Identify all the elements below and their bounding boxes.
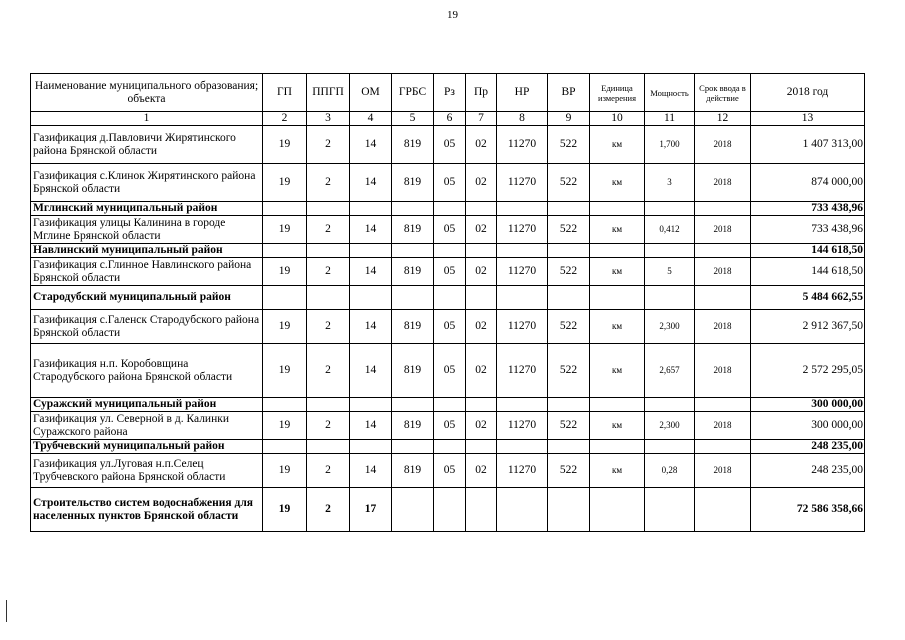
cell-vr: 522 [548, 126, 590, 164]
cell-unit: км [590, 126, 645, 164]
cell-gp: 19 [263, 310, 307, 344]
cell-name: Суражский муниципальный район [31, 398, 263, 412]
cell-gp [263, 244, 307, 258]
cell-sum: 1 407 313,00 [751, 126, 865, 164]
cell-year: 2018 [695, 164, 751, 202]
table-row [31, 310, 865, 344]
cell-cap [645, 398, 695, 412]
district-row [31, 398, 865, 412]
cell-year [695, 202, 751, 216]
header-pr: Пр [466, 74, 497, 112]
col-number: 3 [307, 112, 350, 126]
cell-name: Стародубский муниципальный район [31, 286, 263, 310]
cell-nr: 11270 [497, 126, 548, 164]
cell-nr [497, 440, 548, 454]
district-row [31, 202, 865, 216]
cell-year [695, 398, 751, 412]
column-number-row [31, 112, 865, 126]
table-row [31, 412, 865, 440]
cell-rz [434, 440, 466, 454]
cell-vr: 522 [548, 412, 590, 440]
cell-year: 2018 [695, 454, 751, 488]
cell-cap: 0,28 [645, 454, 695, 488]
cell-ppgp [307, 202, 350, 216]
header-gp: ГП [263, 74, 307, 112]
cell-name: Газификация с.Галенск Стародубского района Брянской области [31, 310, 263, 344]
cell-rz: 05 [434, 164, 466, 202]
cell-om: 14 [350, 126, 392, 164]
cell-grbs [392, 440, 434, 454]
cell-unit: км [590, 454, 645, 488]
table-row [31, 258, 865, 286]
cell-year [695, 440, 751, 454]
cell-vr: 522 [548, 310, 590, 344]
cell-om: 17 [350, 488, 392, 532]
cell-rz: 05 [434, 258, 466, 286]
cell-rz: 05 [434, 454, 466, 488]
cell-rz: 05 [434, 216, 466, 244]
header-year: 2018 год [751, 74, 865, 112]
cell-rz [434, 286, 466, 310]
cell-sum: 300 000,00 [751, 412, 865, 440]
cell-gp: 19 [263, 488, 307, 532]
cell-pr: 02 [466, 126, 497, 164]
cell-vr [548, 244, 590, 258]
cell-name: Газификация н.п. Коробовщина Стародубского района Брянской области [31, 344, 263, 398]
cell-gp [263, 286, 307, 310]
cell-sum: 733 438,96 [751, 216, 865, 244]
cell-unit: км [590, 216, 645, 244]
cell-cap [645, 202, 695, 216]
cell-pr: 02 [466, 164, 497, 202]
cell-om [350, 440, 392, 454]
col-number: 9 [548, 112, 590, 126]
cell-rz: 05 [434, 310, 466, 344]
cell-pr: 02 [466, 412, 497, 440]
cell-gp: 19 [263, 344, 307, 398]
cell-unit [590, 286, 645, 310]
col-number: 11 [645, 112, 695, 126]
cell-unit [590, 440, 645, 454]
cell-name: Газификация с.Клинок Жирятинского района Брянской области [31, 164, 263, 202]
cell-year: 2018 [695, 126, 751, 164]
cell-pr: 02 [466, 216, 497, 244]
cell-cap: 5 [645, 258, 695, 286]
cell-sum: 874 000,00 [751, 164, 865, 202]
cell-om [350, 244, 392, 258]
cell-rz: 05 [434, 412, 466, 440]
cell-nr: 11270 [497, 412, 548, 440]
cell-nr: 11270 [497, 258, 548, 286]
cell-name: Трубчевский муниципальный район [31, 440, 263, 454]
cell-cap: 1,700 [645, 126, 695, 164]
cell-unit: км [590, 164, 645, 202]
cell-year [695, 488, 751, 532]
cell-ppgp: 2 [307, 216, 350, 244]
cell-unit [590, 488, 645, 532]
header-grbs: ГРБС [392, 74, 434, 112]
cell-vr [548, 488, 590, 532]
cell-nr: 11270 [497, 164, 548, 202]
cell-grbs: 819 [392, 412, 434, 440]
cell-cap: 3 [645, 164, 695, 202]
cell-om [350, 286, 392, 310]
cell-vr: 522 [548, 258, 590, 286]
cell-om: 14 [350, 344, 392, 398]
col-number: 12 [695, 112, 751, 126]
cell-ppgp: 2 [307, 454, 350, 488]
cell-vr: 522 [548, 454, 590, 488]
margin-mark [6, 600, 7, 622]
cell-rz: 05 [434, 126, 466, 164]
header-vr: ВР [548, 74, 590, 112]
header-capacity: Мощность [645, 74, 695, 112]
table-row [31, 454, 865, 488]
cell-om: 14 [350, 216, 392, 244]
cell-cap [645, 488, 695, 532]
cell-cap [645, 244, 695, 258]
col-number: 13 [751, 112, 865, 126]
cell-grbs: 819 [392, 164, 434, 202]
cell-vr: 522 [548, 164, 590, 202]
cell-ppgp: 2 [307, 310, 350, 344]
col-number: 10 [590, 112, 645, 126]
cell-unit: км [590, 258, 645, 286]
cell-unit: км [590, 412, 645, 440]
cell-name: Газификация ул. Северной в д. Калинки Суражского района [31, 412, 263, 440]
cell-ppgp [307, 244, 350, 258]
cell-year: 2018 [695, 216, 751, 244]
table-row [31, 164, 865, 202]
cell-vr: 522 [548, 344, 590, 398]
cell-pr [466, 398, 497, 412]
cell-grbs: 819 [392, 258, 434, 286]
cell-gp: 19 [263, 216, 307, 244]
header-ppgp: ППГП [307, 74, 350, 112]
cell-grbs: 819 [392, 454, 434, 488]
cell-vr: 522 [548, 216, 590, 244]
cell-nr [497, 488, 548, 532]
cell-name: Мглинский муниципальный район [31, 202, 263, 216]
table-row [31, 216, 865, 244]
cell-pr: 02 [466, 258, 497, 286]
program-row [31, 488, 865, 532]
table-row [31, 126, 865, 164]
cell-gp [263, 202, 307, 216]
district-row [31, 244, 865, 258]
cell-sum: 2 912 367,50 [751, 310, 865, 344]
cell-name: Строительство систем водоснабжения для населенных пунктов Брянской области [31, 488, 263, 532]
cell-pr [466, 286, 497, 310]
cell-sum: 144 618,50 [751, 244, 865, 258]
header-om: ОМ [350, 74, 392, 112]
cell-cap: 0,412 [645, 216, 695, 244]
cell-pr [466, 440, 497, 454]
cell-gp: 19 [263, 454, 307, 488]
col-number: 7 [466, 112, 497, 126]
cell-unit [590, 244, 645, 258]
cell-grbs: 819 [392, 126, 434, 164]
cell-unit [590, 398, 645, 412]
cell-gp: 19 [263, 412, 307, 440]
cell-unit: км [590, 310, 645, 344]
cell-sum: 72 586 358,66 [751, 488, 865, 532]
cell-sum: 248 235,00 [751, 454, 865, 488]
cell-pr: 02 [466, 454, 497, 488]
district-row [31, 286, 865, 310]
cell-rz [434, 398, 466, 412]
cell-om: 14 [350, 310, 392, 344]
cell-ppgp: 2 [307, 164, 350, 202]
cell-om [350, 202, 392, 216]
cell-name: Навлинский муниципальный район [31, 244, 263, 258]
cell-year: 2018 [695, 344, 751, 398]
cell-om [350, 398, 392, 412]
cell-sum: 2 572 295,05 [751, 344, 865, 398]
cell-cap: 2,657 [645, 344, 695, 398]
cell-ppgp [307, 398, 350, 412]
cell-rz [434, 202, 466, 216]
cell-gp: 19 [263, 164, 307, 202]
cell-nr: 11270 [497, 310, 548, 344]
cell-pr [466, 202, 497, 216]
cell-year: 2018 [695, 412, 751, 440]
header-term: Срок ввода в действие [695, 74, 751, 112]
cell-unit [590, 202, 645, 216]
cell-om: 14 [350, 454, 392, 488]
cell-nr [497, 202, 548, 216]
cell-gp [263, 440, 307, 454]
cell-sum: 144 618,50 [751, 258, 865, 286]
cell-sum: 300 000,00 [751, 398, 865, 412]
cell-year: 2018 [695, 310, 751, 344]
district-row [31, 440, 865, 454]
header-rz: Рз [434, 74, 466, 112]
cell-grbs [392, 244, 434, 258]
col-number: 1 [31, 112, 263, 126]
col-number: 8 [497, 112, 548, 126]
cell-grbs: 819 [392, 344, 434, 398]
cell-rz [434, 244, 466, 258]
cell-name: Газификация улицы Калинина в городе Мглине Брянской области [31, 216, 263, 244]
cell-nr: 11270 [497, 454, 548, 488]
header-nr: НР [497, 74, 548, 112]
cell-grbs [392, 398, 434, 412]
col-number: 2 [263, 112, 307, 126]
cell-name: Газификация ул.Луговая н.п.Селец Трубчевского района Брянской области [31, 454, 263, 488]
cell-cap [645, 440, 695, 454]
cell-om: 14 [350, 258, 392, 286]
cell-rz: 05 [434, 344, 466, 398]
cell-vr [548, 398, 590, 412]
cell-om: 14 [350, 412, 392, 440]
cell-ppgp: 2 [307, 412, 350, 440]
col-number: 5 [392, 112, 434, 126]
cell-grbs [392, 488, 434, 532]
cell-nr [497, 398, 548, 412]
cell-rz [434, 488, 466, 532]
cell-gp: 19 [263, 126, 307, 164]
cell-pr: 02 [466, 344, 497, 398]
cell-ppgp: 2 [307, 126, 350, 164]
cell-grbs [392, 286, 434, 310]
cell-name: Газификация д.Павловичи Жирятинского района Брянской области [31, 126, 263, 164]
cell-year [695, 244, 751, 258]
cell-ppgp: 2 [307, 258, 350, 286]
cell-year: 2018 [695, 258, 751, 286]
header-row [31, 74, 865, 112]
cell-nr [497, 286, 548, 310]
cell-cap: 2,300 [645, 310, 695, 344]
page-number: 19 [447, 9, 458, 21]
header-unit: Единица измерения [590, 74, 645, 112]
cell-sum: 5 484 662,55 [751, 286, 865, 310]
cell-sum: 248 235,00 [751, 440, 865, 454]
cell-grbs: 819 [392, 216, 434, 244]
cell-cap [645, 286, 695, 310]
cell-unit: км [590, 344, 645, 398]
cell-vr [548, 286, 590, 310]
cell-grbs: 819 [392, 310, 434, 344]
header-name: Наименование муниципального образования; объекта [31, 74, 263, 112]
cell-ppgp [307, 440, 350, 454]
cell-grbs [392, 202, 434, 216]
cell-cap: 2,300 [645, 412, 695, 440]
cell-name: Газификация с.Глинное Навлинского района Брянской области [31, 258, 263, 286]
cell-pr: 02 [466, 310, 497, 344]
cell-year [695, 286, 751, 310]
cell-nr: 11270 [497, 344, 548, 398]
cell-nr [497, 244, 548, 258]
cell-ppgp [307, 286, 350, 310]
cell-vr [548, 202, 590, 216]
cell-gp: 19 [263, 258, 307, 286]
cell-pr [466, 244, 497, 258]
cell-pr [466, 488, 497, 532]
col-number: 6 [434, 112, 466, 126]
cell-vr [548, 440, 590, 454]
cell-sum: 733 438,96 [751, 202, 865, 216]
col-number: 4 [350, 112, 392, 126]
table-body [31, 126, 865, 532]
cell-ppgp: 2 [307, 488, 350, 532]
budget-table [30, 73, 865, 532]
cell-om: 14 [350, 164, 392, 202]
cell-gp [263, 398, 307, 412]
cell-ppgp: 2 [307, 344, 350, 398]
cell-nr: 11270 [497, 216, 548, 244]
table-row [31, 344, 865, 398]
